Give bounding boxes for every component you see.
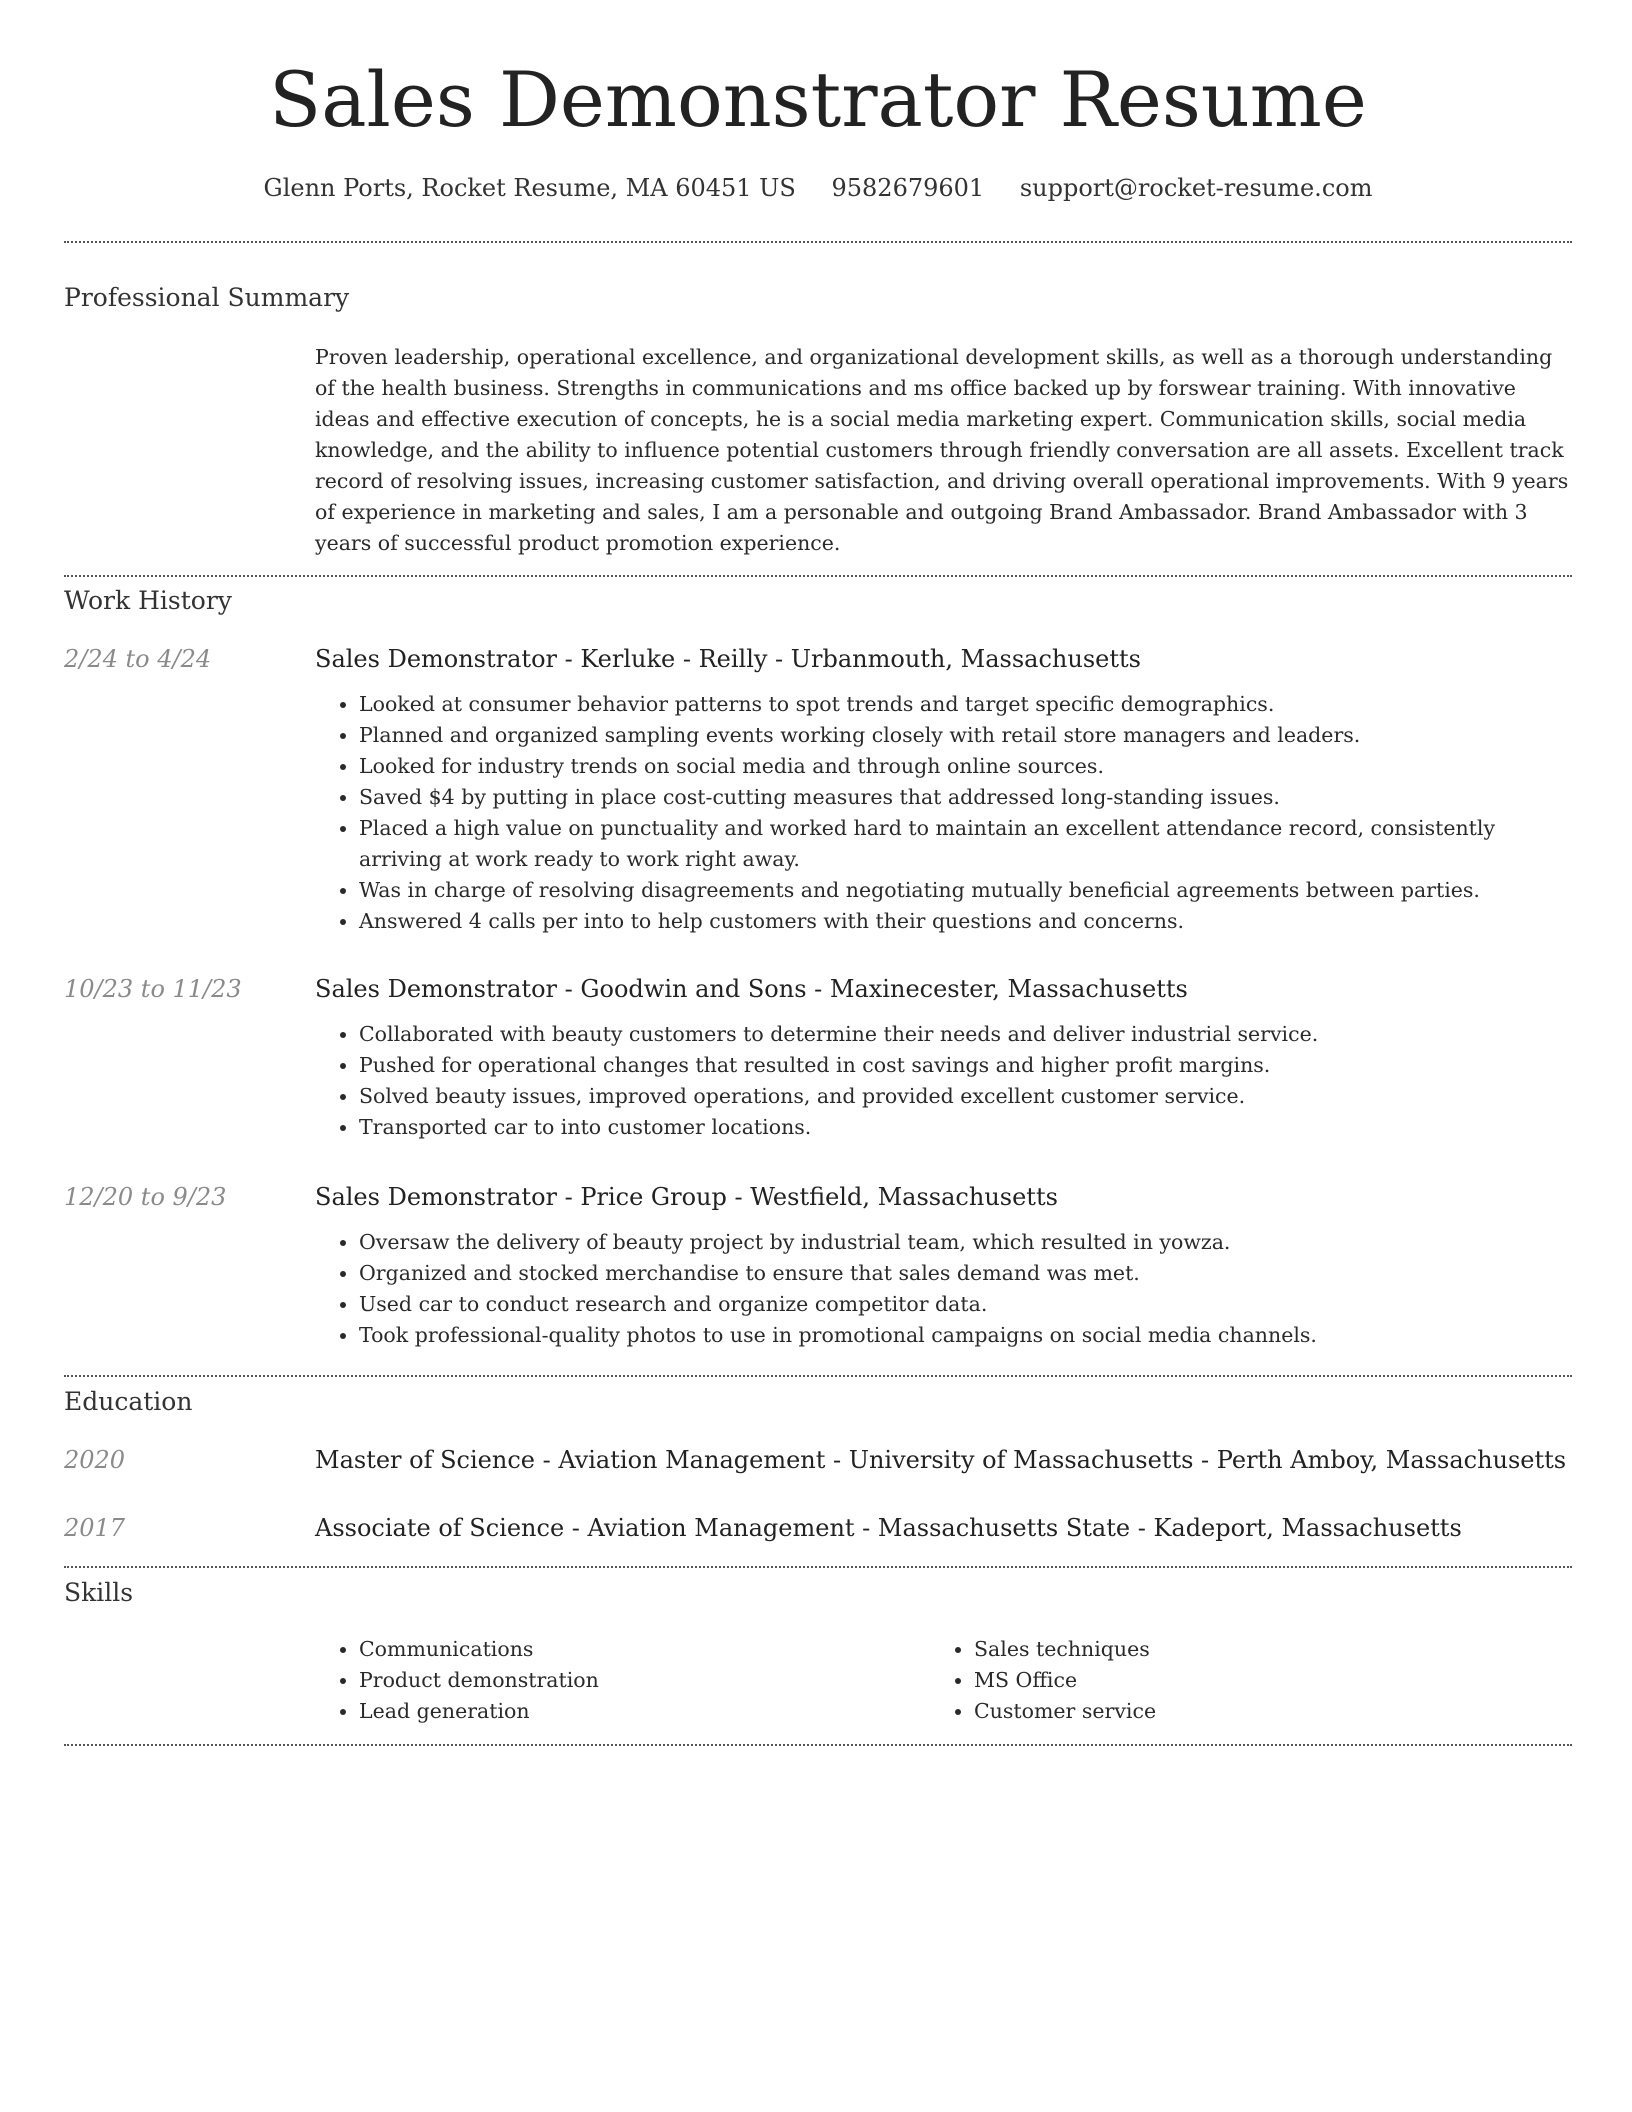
skill-item: • Lead generation <box>359 1696 915 1727</box>
education-school: - Massachusetts State - Kadeport, Massachusetts <box>854 1514 1462 1542</box>
contact-line <box>64 172 1572 204</box>
work-heading: Work History <box>64 586 232 615</box>
contact-address: Glenn Ports, Rocket Resume, MA 60451 US <box>263 174 796 202</box>
skills-heading: Skills <box>64 1578 134 1607</box>
job-dates: 12/20 to 9/23 <box>64 1183 227 1211</box>
education-line <box>315 1446 1572 1474</box>
job-bullet: • Oversaw the delivery of beauty project by industrial team, which resulted in yowza. <box>359 1227 1572 1258</box>
skills-list <box>315 1634 915 1727</box>
job-title: Sales Demonstrator - Kerluke - Reilly - Urbanmouth, Massachusetts <box>315 645 1141 673</box>
job-bullet: • Transported car to into customer locations. <box>359 1112 1572 1143</box>
resume-page <box>64 0 1572 1723</box>
job-dates: 2/24 to 4/24 <box>64 645 212 673</box>
job-bullet: • Used car to conduct research and organize competitor data. <box>359 1289 1572 1320</box>
job-details <box>315 645 1572 937</box>
work-heading-wrap <box>64 586 1572 615</box>
job-bullet: • Organized and stocked merchandise to ensure that sales demand was met. <box>359 1258 1572 1289</box>
section-divider <box>64 1375 1572 1377</box>
section-divider <box>64 1566 1572 1568</box>
education-details <box>315 1514 1572 1542</box>
education-degree: Master of Science - Aviation Management <box>315 1446 826 1474</box>
job-bullets <box>315 1019 1572 1143</box>
education-year: 2020 <box>64 1446 126 1474</box>
job-bullet: • Looked at consumer behavior patterns to spot trends and target specific demographics. <box>359 689 1572 720</box>
summary-text: Proven leadership, operational excellence, and organizational development skills, as well as a thorough understanding of the health business. Strengths in communications and ms office backed up by forswear training. With innovative ideas and effective execution of concepts, he is a social media marketing expert. Communication skills, social media knowledge, and the ability to influence potential customers through friendly conversation are all assets. Excellent track record of resolving issues, increasing customer satisfaction, and driving overall operational improvements. With 9 years of experience in marketing and sales, I am a personable and outgoing Brand Ambassador. Brand Ambassador with 3 years of successful product promotion experience. <box>315 345 1569 555</box>
skill-item: • Customer service <box>974 1696 1530 1727</box>
job-title: Sales Demonstrator - Goodwin and Sons - Maxinecester, Massachusetts <box>315 975 1188 1003</box>
section-divider <box>64 1744 1572 1746</box>
job-title: Sales Demonstrator - Price Group - Westfield, Massachusetts <box>315 1183 1058 1211</box>
education-degree: Associate of Science - Aviation Management <box>315 1514 855 1542</box>
skills-heading-wrap <box>64 1578 1572 1607</box>
job-bullet: • Collaborated with beauty customers to determine their needs and deliver industrial service. <box>359 1019 1572 1050</box>
skills-list <box>930 1634 1530 1727</box>
summary-heading: Professional Summary <box>64 283 350 312</box>
education-details <box>315 1446 1572 1474</box>
contact-email: support@rocket-resume.com <box>1019 174 1373 202</box>
skill-item: • Communications <box>359 1634 915 1665</box>
job-bullet: • Took professional-quality photos to use in promotional campaigns on social media channels. <box>359 1320 1572 1351</box>
education-line <box>315 1514 1572 1542</box>
skill-item: • Product demonstration <box>359 1665 915 1696</box>
job-bullet: • Looked for industry trends on social media and through online sources. <box>359 751 1572 782</box>
job-bullet: • Placed a high value on punctuality and worked hard to maintain an excellent attendance record, consistently arriving at work ready to work right away. <box>359 813 1572 875</box>
resume-title: Sales Demonstrator Resume <box>269 55 1367 144</box>
job-bullet: • Solved beauty issues, improved operations, and provided excellent customer service. <box>359 1081 1572 1112</box>
job-bullet: • Was in charge of resolving disagreements and negotiating mutually beneficial agreements between parties. <box>359 875 1572 906</box>
education-year: 2017 <box>64 1514 126 1542</box>
education-heading-wrap <box>64 1387 1572 1416</box>
summary-body <box>315 342 1572 559</box>
job-details <box>315 975 1572 1143</box>
job-bullet: • Planned and organized sampling events working closely with retail store managers and leaders. <box>359 720 1572 751</box>
job-bullet: • Answered 4 calls per into to help customers with their questions and concerns. <box>359 906 1572 937</box>
section-divider <box>64 241 1572 243</box>
summary-section <box>64 283 1572 312</box>
education-heading: Education <box>64 1387 193 1416</box>
contact-phone: 9582679601 <box>831 174 985 202</box>
skill-item: • MS Office <box>974 1665 1530 1696</box>
job-dates: 10/23 to 11/23 <box>64 975 242 1003</box>
job-bullet: • Pushed for operational changes that resulted in cost savings and higher profit margins. <box>359 1050 1572 1081</box>
job-bullets <box>315 689 1572 937</box>
skills-column-left <box>315 1634 915 1727</box>
education-school: - University of Massachusetts - Perth Amboy, Massachusetts <box>825 1446 1567 1474</box>
job-bullets <box>315 1227 1572 1351</box>
job-details <box>315 1183 1572 1351</box>
skill-item: • Sales techniques <box>974 1634 1530 1665</box>
skills-column-right <box>930 1634 1530 1727</box>
section-divider <box>64 575 1572 577</box>
job-bullet: • Saved $4 by putting in place cost-cutting measures that addressed long-standing issues. <box>359 782 1572 813</box>
